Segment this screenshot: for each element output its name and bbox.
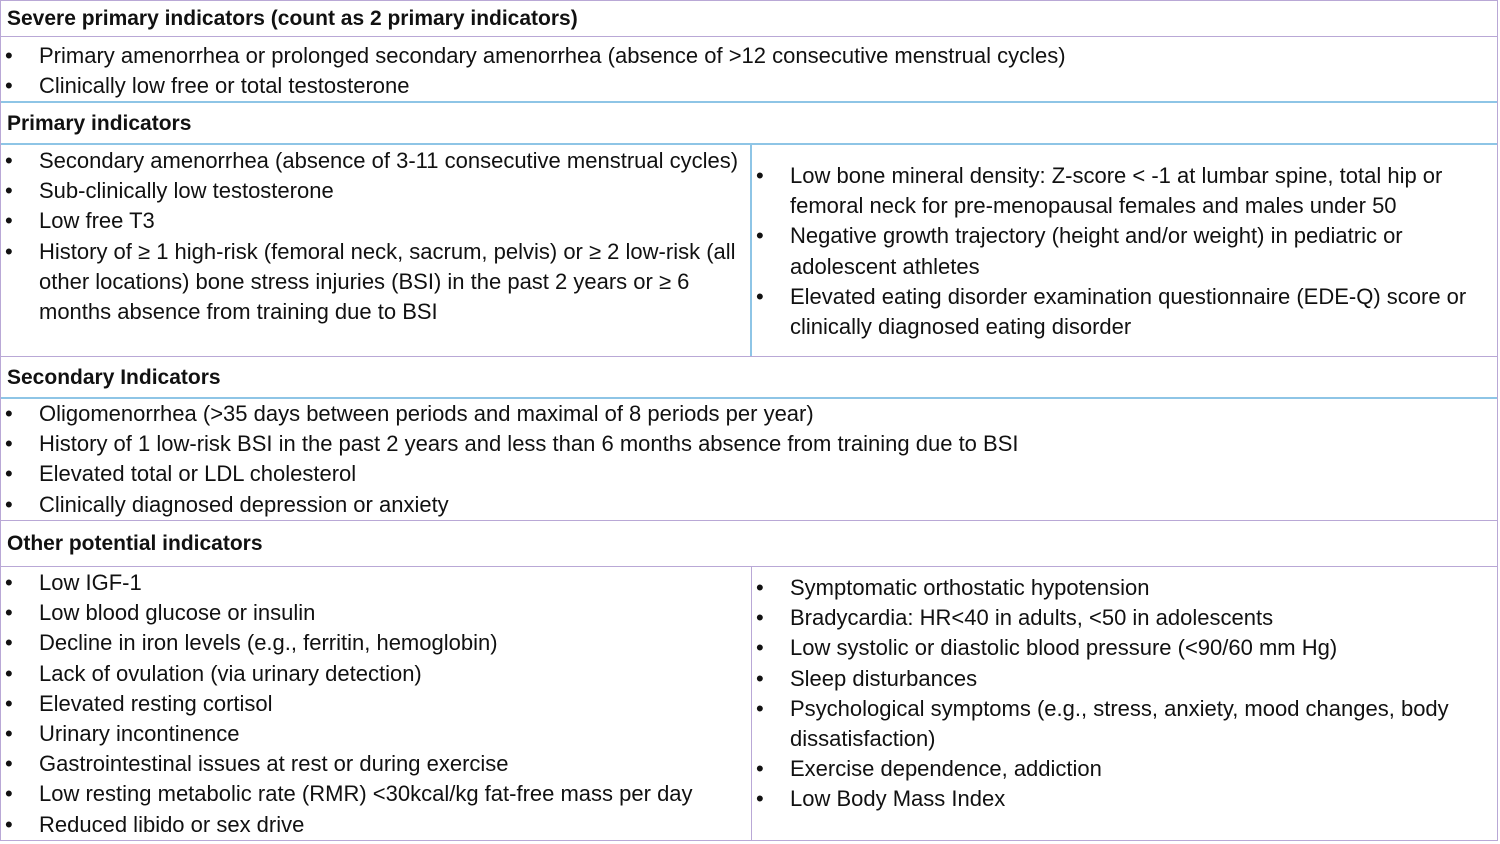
list-item bbox=[752, 664, 1497, 694]
list-item-text: Oligomenorrhea (>35 days between periods and maximal of 8 periods per year) bbox=[39, 401, 814, 426]
list-item bbox=[1, 689, 751, 719]
bullet-icon: • bbox=[5, 630, 13, 656]
list-item-text: Low free T3 bbox=[39, 208, 155, 234]
list-item bbox=[752, 573, 1497, 603]
list-item bbox=[1, 779, 751, 809]
list-item-text: Negative growth trajectory (height and/or weight) in pediatric or adolescent athletes bbox=[790, 223, 1403, 279]
list-item bbox=[752, 603, 1497, 633]
list-item bbox=[752, 754, 1497, 784]
bullet-icon: • bbox=[5, 401, 13, 426]
other-indicators-body bbox=[1, 567, 1497, 840]
list-item bbox=[1, 659, 751, 689]
list-item-text: Reduced libido or sex drive bbox=[39, 811, 305, 837]
list-item-text: Elevated total or LDL cholesterol bbox=[39, 461, 357, 487]
primary-indicators-body bbox=[1, 145, 1497, 357]
list-item-text: Symptomatic orthostatic hypotension bbox=[790, 575, 1150, 600]
list-item bbox=[1, 71, 1497, 101]
list-item-text: Psychological symptoms (e.g., stress, anxiety, mood changes, body dissatisfaction) bbox=[790, 695, 1449, 752]
list-item bbox=[1, 810, 751, 840]
primary-right-list bbox=[752, 161, 1497, 342]
list-item bbox=[1, 429, 1497, 459]
list-item-text: Secondary amenorrhea (absence of 3-11 consecutive menstrual cycles) bbox=[39, 148, 739, 173]
list-item-text: Low systolic or diastolic blood pressure (<90/60 mm Hg) bbox=[790, 635, 1338, 661]
list-item bbox=[1, 568, 751, 598]
list-item-text: Low resting metabolic rate (RMR) <30kcal/kg fat-free mass per day bbox=[39, 781, 693, 807]
bullet-icon: • bbox=[5, 461, 13, 487]
list-item-text: History of ≥ 1 high-risk (femoral neck, sacrum, pelvis) or ≥ 2 low-risk (all other locations) bone stress injuries (BSI) in the past 2 years or ≥ 6 months absence from training due to BSI bbox=[39, 238, 736, 325]
list-item-text: Clinically diagnosed depression or anxiety bbox=[39, 491, 449, 517]
severe-list bbox=[1, 41, 1497, 101]
list-item-text: Decline in iron levels (e.g., ferritin, hemoglobin) bbox=[39, 630, 498, 656]
list-item bbox=[1, 459, 1497, 489]
list-item-text: Sleep disturbances bbox=[790, 665, 978, 691]
list-item-text: Low bone mineral density: Z-score < -1 at lumbar spine, total hip or femoral neck for pre-menopausal females and males under 50 bbox=[790, 163, 1443, 219]
list-item-text: Urinary incontinence bbox=[39, 721, 240, 747]
list-item bbox=[1, 628, 751, 658]
bullet-icon: • bbox=[5, 660, 13, 686]
bullet-icon: • bbox=[5, 491, 13, 517]
list-item bbox=[752, 633, 1497, 663]
list-item-text: History of 1 low-risk BSI in the past 2 years and less than 6 months absence from training due to BSI bbox=[39, 431, 1019, 457]
severe-indicators-header: Severe primary indicators (count as 2 primary indicators) bbox=[1, 1, 1497, 37]
list-item bbox=[1, 719, 751, 749]
secondary-indicators-header: Secondary Indicators bbox=[1, 357, 1497, 399]
bullet-icon: • bbox=[5, 208, 13, 234]
list-item-text: Exercise dependence, addiction bbox=[790, 756, 1102, 782]
bullet-icon: • bbox=[5, 431, 13, 457]
list-item bbox=[1, 598, 751, 628]
bullet-icon: • bbox=[756, 163, 764, 188]
list-item bbox=[1, 490, 1497, 520]
list-item-text: Low Body Mass Index bbox=[790, 786, 1006, 812]
other-indicators-header: Other potential indicators bbox=[1, 521, 1497, 567]
list-item-text: Clinically low free or total testosterone bbox=[39, 73, 410, 99]
bullet-icon: • bbox=[756, 756, 764, 782]
list-item-text: Low IGF-1 bbox=[39, 570, 142, 595]
list-item-text: Bradycardia: HR<40 in adults, <50 in adolescents bbox=[790, 605, 1274, 631]
list-item bbox=[752, 221, 1497, 281]
bullet-icon: • bbox=[5, 73, 13, 99]
bullet-icon: • bbox=[5, 600, 13, 626]
bullet-icon: • bbox=[5, 721, 13, 747]
list-item-text: Gastrointestinal issues at rest or during exercise bbox=[39, 751, 509, 777]
secondary-list bbox=[1, 399, 1497, 520]
other-left-list bbox=[1, 568, 751, 840]
list-item bbox=[1, 176, 750, 206]
list-item bbox=[1, 237, 750, 328]
list-item-text: Lack of ovulation (via urinary detection) bbox=[39, 660, 422, 686]
bullet-icon: • bbox=[5, 751, 13, 777]
bullet-icon: • bbox=[756, 575, 764, 600]
list-item-text: Primary amenorrhea or prolonged secondary amenorrhea (absence of >12 consecutive menstrual cycles) bbox=[39, 43, 1066, 68]
list-item bbox=[752, 694, 1497, 754]
list-item bbox=[1, 749, 751, 779]
list-item bbox=[1, 206, 750, 236]
bullet-icon: • bbox=[5, 781, 13, 807]
list-item bbox=[1, 146, 750, 176]
bullet-icon: • bbox=[5, 811, 13, 837]
severe-indicators-body bbox=[1, 37, 1497, 103]
bullet-icon: • bbox=[756, 605, 764, 631]
list-item bbox=[752, 161, 1497, 221]
list-item bbox=[752, 784, 1497, 814]
primary-indicators-header: Primary indicators bbox=[1, 103, 1497, 145]
bullet-icon: • bbox=[5, 178, 13, 204]
bullet-icon: • bbox=[756, 283, 764, 309]
bullet-icon: • bbox=[756, 786, 764, 812]
secondary-indicators-body bbox=[1, 399, 1497, 521]
bullet-icon: • bbox=[5, 690, 13, 716]
bullet-icon: • bbox=[5, 148, 13, 173]
list-item-text: Elevated eating disorder examination questionnaire (EDE-Q) score or clinically diagnosed eating disorder bbox=[790, 283, 1467, 340]
bullet-icon: • bbox=[5, 43, 13, 68]
primary-left-list bbox=[1, 146, 750, 327]
bullet-icon: • bbox=[756, 665, 764, 691]
list-item bbox=[752, 282, 1497, 342]
list-item bbox=[1, 41, 1497, 71]
bullet-icon: • bbox=[5, 570, 13, 595]
list-item-text: Elevated resting cortisol bbox=[39, 690, 273, 716]
list-item-text: Sub-clinically low testosterone bbox=[39, 178, 334, 204]
bullet-icon: • bbox=[5, 238, 13, 264]
bullet-icon: • bbox=[756, 635, 764, 661]
list-item bbox=[1, 399, 1497, 429]
list-item-text: Low blood glucose or insulin bbox=[39, 600, 316, 626]
bullet-icon: • bbox=[756, 223, 764, 249]
bullet-icon: • bbox=[756, 695, 764, 721]
other-right-list bbox=[752, 573, 1497, 815]
